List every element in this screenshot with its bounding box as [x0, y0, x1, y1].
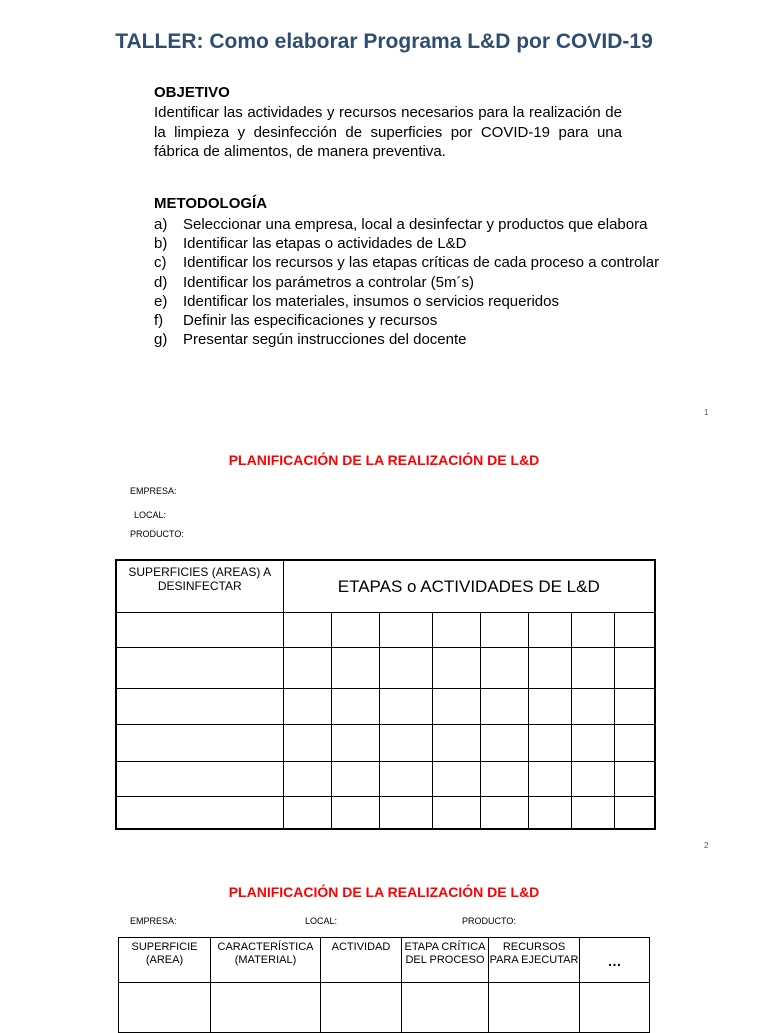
table-cell[interactable]: [116, 648, 283, 689]
methodology-step: [154, 234, 659, 253]
table-cell[interactable]: [116, 725, 283, 762]
step-text: Presentar según instrucciones del docente: [183, 331, 467, 349]
table-cell[interactable]: [614, 648, 655, 689]
stages-header: ETAPAS o ACTIVIDADES DE L&D: [283, 560, 655, 613]
table-cell[interactable]: [432, 613, 480, 648]
table-cell[interactable]: [402, 983, 489, 1033]
table-cell[interactable]: [432, 648, 480, 689]
table-cell[interactable]: [331, 725, 379, 762]
table-cell[interactable]: [528, 613, 571, 648]
table-cell[interactable]: [432, 797, 480, 829]
step-letter: g): [154, 331, 168, 349]
table-cell[interactable]: [480, 725, 528, 762]
stages-table: [115, 559, 656, 830]
objective-heading: OBJETIVO: [154, 84, 230, 101]
activity-header: ACTIVIDAD: [321, 938, 402, 983]
methodology-list: [154, 215, 659, 349]
table-cell[interactable]: [528, 689, 571, 725]
step-text: Identificar las etapas o actividades de L&D: [183, 235, 467, 253]
methodology-step: [154, 273, 659, 292]
step-text: Seleccionar una empresa, local a desinfectar y productos que elabora: [183, 216, 648, 233]
empresa-label: EMPRESA:: [130, 486, 177, 496]
step-letter: d): [154, 273, 168, 291]
table-cell[interactable]: [116, 797, 283, 829]
table-cell[interactable]: [571, 613, 614, 648]
table-cell[interactable]: [432, 725, 480, 762]
table-cell[interactable]: [283, 689, 331, 725]
methodology-step: [154, 215, 659, 234]
table-cell[interactable]: [379, 648, 432, 689]
section-title: PLANIFICACIÓN DE LA REALIZACIÓN DE L&D: [228, 884, 540, 900]
document-title: TALLER: Como elaborar Programa L&D por COVID-19: [115, 30, 653, 53]
table-cell[interactable]: [379, 689, 432, 725]
empresa-label: EMPRESA:: [130, 916, 177, 926]
surface-header: SUPERFICIE (AREA): [119, 938, 211, 983]
step-text: Identificar los parámetros a controlar (5m´s): [183, 273, 474, 291]
table-cell[interactable]: [614, 797, 655, 829]
table-cell[interactable]: [528, 648, 571, 689]
table-cell[interactable]: [119, 983, 211, 1033]
step-letter: f): [154, 312, 164, 330]
objective-text: Identificar las actividades y recursos necesarios para la realización de la limpieza y desinfección de superficies por COVID-19 para una fábrica de alimentos, de manera preventiva.: [154, 104, 622, 160]
table-cell[interactable]: [331, 797, 379, 829]
methodology-step: [154, 253, 659, 272]
table-cell[interactable]: [528, 797, 571, 829]
step-text: Definir las especificaciones y recursos: [183, 312, 438, 330]
table-cell[interactable]: [528, 725, 571, 762]
step-text: Identificar los recursos y las etapas críticas de cada proceso a controlar: [183, 254, 660, 272]
table-cell[interactable]: [571, 797, 614, 829]
table-cell[interactable]: [480, 689, 528, 725]
local-label: LOCAL:: [305, 916, 338, 926]
table-cell[interactable]: [432, 689, 480, 725]
table-cell[interactable]: [321, 983, 402, 1033]
table-cell[interactable]: [283, 725, 331, 762]
resources-table: [118, 937, 650, 1033]
local-label: LOCAL:: [134, 510, 167, 520]
table-cell[interactable]: [116, 613, 283, 648]
producto-label: PRODUCTO:: [462, 916, 516, 926]
step-letter: b): [154, 235, 168, 253]
table-cell[interactable]: [614, 725, 655, 762]
table-cell[interactable]: [331, 648, 379, 689]
table-cell[interactable]: [489, 983, 580, 1033]
table-cell[interactable]: [571, 762, 614, 797]
table-cell[interactable]: [283, 762, 331, 797]
methodology-heading: METODOLOGÍA: [154, 195, 268, 212]
table-cell[interactable]: [211, 983, 321, 1033]
table-cell[interactable]: [480, 797, 528, 829]
step-letter: e): [154, 292, 168, 310]
step-letter: a): [154, 216, 168, 233]
table-cell[interactable]: [571, 648, 614, 689]
table-cell[interactable]: [614, 762, 655, 797]
table-cell[interactable]: [614, 613, 655, 648]
table-cell[interactable]: [480, 648, 528, 689]
table-cell[interactable]: [331, 689, 379, 725]
table-cell[interactable]: [432, 762, 480, 797]
producto-label: PRODUCTO:: [130, 529, 184, 539]
characteristic-header: CARACTERÍSTICA (MATERIAL): [211, 938, 321, 983]
table-cell[interactable]: [571, 689, 614, 725]
table-cell[interactable]: [379, 762, 432, 797]
table-cell[interactable]: [528, 762, 571, 797]
page-number: 2: [704, 841, 709, 850]
table-cell[interactable]: [116, 689, 283, 725]
table-cell[interactable]: [379, 797, 432, 829]
table-cell[interactable]: [379, 725, 432, 762]
table-cell[interactable]: [480, 762, 528, 797]
table-cell[interactable]: [379, 613, 432, 648]
table-cell[interactable]: [571, 725, 614, 762]
table-cell[interactable]: [283, 648, 331, 689]
methodology-step: [154, 292, 659, 311]
table-cell[interactable]: [331, 762, 379, 797]
methodology-step: [154, 330, 659, 349]
resources-header: RECURSOS PARA EJECUTAR: [489, 938, 580, 983]
step-letter: c): [154, 254, 167, 272]
step-text: Identificar los materiales, insumos o servicios requeridos: [183, 292, 559, 310]
table-cell[interactable]: [116, 762, 283, 797]
critical-stage-header: ETAPA CRÍTICA DEL PROCESO: [402, 938, 489, 983]
more-columns-ellipsis: …: [580, 938, 650, 983]
table-cell[interactable]: [331, 613, 379, 648]
table-cell[interactable]: [614, 689, 655, 725]
section-title: PLANIFICACIÓN DE LA REALIZACIÓN DE L&D: [228, 452, 540, 468]
surfaces-header: SUPERFICIES (AREAS) A DESINFECTAR: [116, 560, 283, 613]
table-cell[interactable]: [283, 613, 331, 648]
methodology-step: [154, 311, 659, 330]
table-cell[interactable]: [283, 797, 331, 829]
page-number: 1: [704, 408, 709, 417]
table-cell[interactable]: [580, 983, 650, 1033]
table-cell[interactable]: [480, 613, 528, 648]
